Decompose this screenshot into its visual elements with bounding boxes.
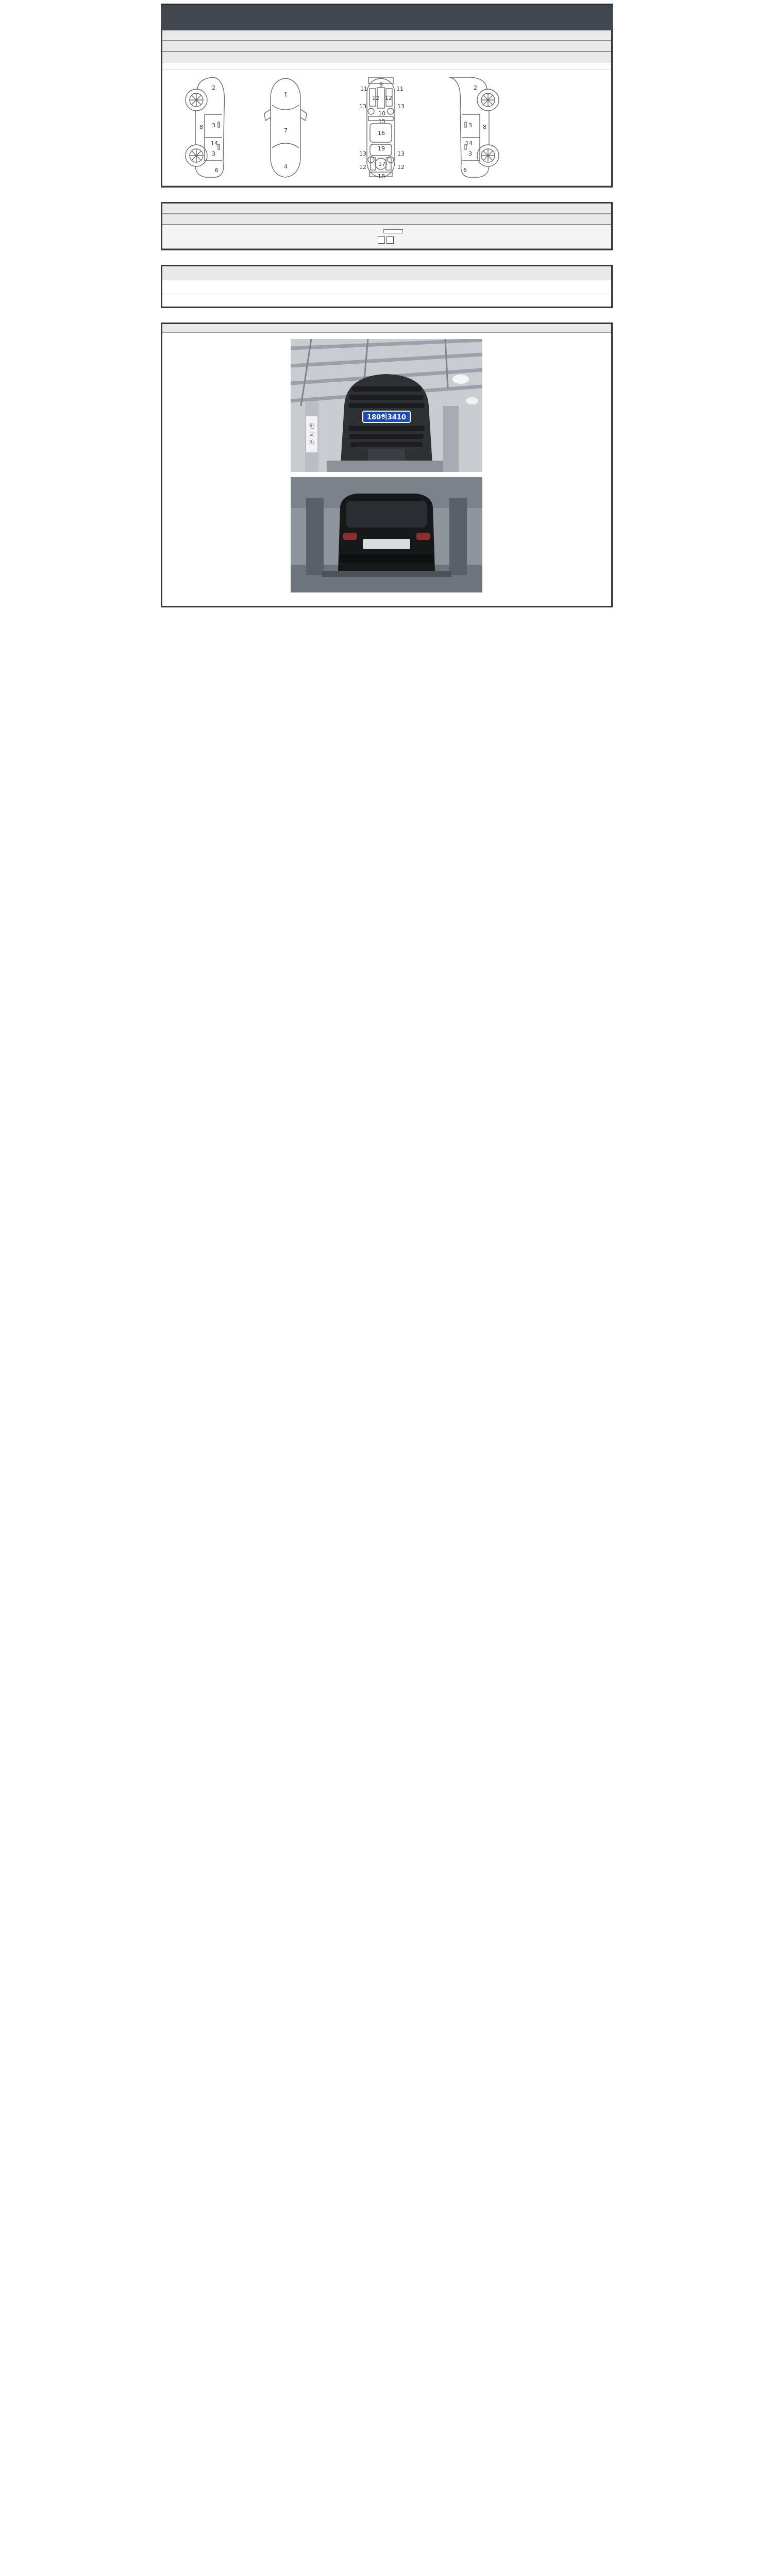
section-accident [162, 52, 611, 62]
svg-text:8: 8 [199, 124, 203, 130]
svg-text:국: 국 [309, 431, 315, 438]
svg-text:4: 4 [283, 163, 288, 170]
block-detail [161, 202, 613, 250]
status-legend [162, 62, 611, 70]
car-diagram [162, 70, 611, 186]
svg-text:12: 12 [384, 95, 392, 101]
title-band [161, 4, 613, 30]
svg-text:3: 3 [468, 150, 472, 157]
photo-rear-view [291, 477, 482, 592]
notice-head-1 [162, 280, 611, 294]
section-overall [162, 41, 611, 52]
section-basic-info [162, 30, 611, 41]
svg-text:180허3410: 180허3410 [367, 414, 406, 421]
svg-text:12: 12 [359, 164, 366, 171]
svg-text:13: 13 [359, 103, 366, 110]
svg-text:11: 11 [360, 86, 367, 92]
page-marker-4 [161, 310, 613, 315]
form-page [161, 0, 613, 607]
notice-body [162, 294, 611, 307]
final-price-note [162, 235, 611, 249]
svg-text:자: 자 [309, 439, 315, 446]
svg-text:8: 8 [482, 124, 486, 130]
svg-text:15: 15 [378, 118, 385, 125]
photo-front-underbody [291, 339, 482, 472]
svg-text:2: 2 [211, 84, 215, 91]
svg-text:11: 11 [396, 86, 404, 92]
checkbox-tech-society[interactable] [378, 236, 385, 244]
svg-text:12: 12 [397, 164, 405, 171]
svg-text:12: 12 [372, 95, 379, 101]
svg-text:14: 14 [210, 140, 218, 147]
svg-text:3: 3 [211, 150, 215, 157]
block-photos [161, 323, 613, 607]
svg-text:14: 14 [465, 140, 473, 147]
svg-text:16: 16 [377, 130, 385, 137]
svg-text:6: 6 [214, 167, 219, 174]
inspection-photos [162, 333, 611, 606]
svg-text:19: 19 [377, 145, 385, 152]
notice-title [162, 266, 611, 280]
svg-text:7: 7 [283, 127, 288, 134]
svg-text:9: 9 [379, 81, 383, 88]
svg-text:13: 13 [397, 103, 405, 110]
checkbox-diagnosis-assoc[interactable] [386, 236, 394, 244]
law-reference [161, 0, 613, 4]
svg-text:13: 13 [359, 150, 366, 157]
svg-text:10: 10 [378, 110, 385, 117]
car-diagram-svg [164, 73, 612, 180]
svg-text:13: 13 [397, 150, 405, 157]
final-price-row [162, 225, 611, 235]
section-other-info [162, 214, 611, 225]
page-marker-2 [161, 190, 613, 195]
svg-text:3: 3 [468, 122, 472, 129]
page-marker-3 [161, 252, 613, 258]
svg-text:한: 한 [309, 423, 315, 430]
block-notice [161, 265, 613, 308]
final-price-value [383, 229, 403, 233]
svg-text:3: 3 [211, 122, 215, 129]
section-detail [162, 204, 611, 214]
block-basic [161, 30, 613, 188]
svg-text:17: 17 [378, 161, 385, 167]
section-photos [162, 324, 611, 333]
svg-text:18: 18 [377, 173, 385, 180]
svg-text:1: 1 [283, 91, 288, 98]
svg-text:6: 6 [463, 167, 467, 174]
svg-text:2: 2 [473, 84, 477, 91]
